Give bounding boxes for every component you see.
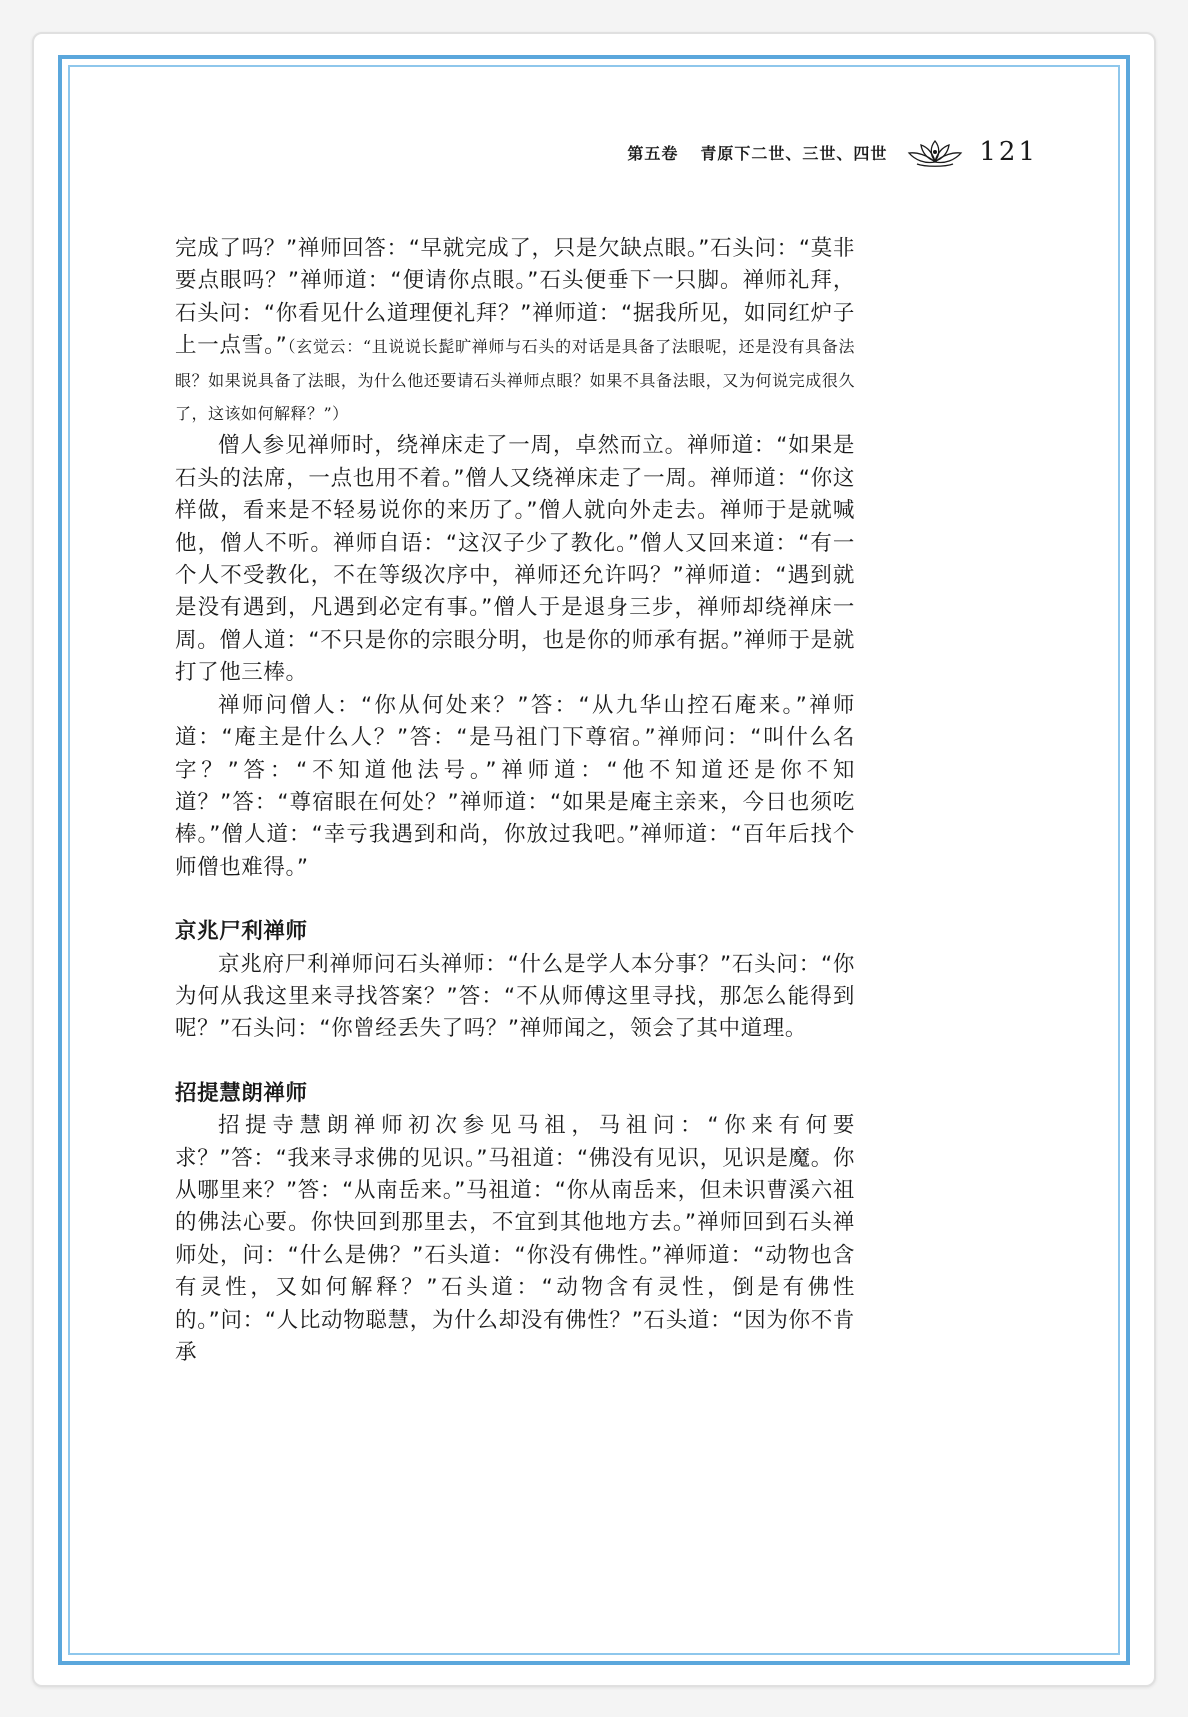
- body-text: [175, 233, 855, 1369]
- lotus-ornament-icon: [905, 135, 965, 169]
- paragraph-continued: [175, 233, 855, 430]
- section-title-shili: 京兆尸利禅师: [175, 919, 308, 945]
- paragraph-text: 完成了吗？”禅师回答：“早就完成了，只是欠缺点眼。”石头问：“莫非要点眼吗？”禅师道：“便请你点眼。”石头便垂下一只脚。禅师礼拜，石头问：“你看见什么道理便礼拜？”禅师道：“据我所见，如同红炉子上一点雪。”: [175, 236, 855, 359]
- page-number: 121: [979, 137, 1038, 167]
- header-chapter-title: 青原下二世、三世、四世: [700, 143, 888, 163]
- paragraph: 僧人参见禅师时，绕禅床走了一周，卓然而立。禅师道：“如果是石头的法席，一点也用不着。”僧人又绕禅床走了一周。禅师道：“你这样做，看来是不轻易说你的来历了。”僧人就向外走去。禅师于是就喊他，僧人不听。禅师自语：“这汉子少了教化。”僧人又回来道：“有一个人不受教化，不在等级次序中，禅师还允许吗？”禅师道：“遇到就是没有遇到，凡遇到必定有事。”僧人于是退身三步，禅师却绕禅床一周。僧人道：“不只是你的宗眼分明，也是你的师承有据。”禅师于是就打了他三棒。: [175, 433, 855, 686]
- section-title-huilang: 招提慧朗禅师: [175, 1080, 308, 1106]
- commentary-note: （玄觉云：“且说说长髭旷禅师与石头的对话是具备了法眼呢，还是没有具备法眼？如果说具备了法眼，为什么他还要请石头禅师点眼？如果不具备法眼，又为何说完成很久了，这该如何解释？”）: [175, 337, 855, 424]
- header-volume: 第五卷: [627, 143, 679, 163]
- section-paragraph: 京兆府尸利禅师问石头禅师：“什么是学人本分事？”石头问：“你为何从我这里来寻找答案？”答：“不从师傅这里寻找，那怎么能得到呢？”石头问：“你曾经丢失了吗？”禅师闻之，领会了其中道理。: [175, 951, 855, 1042]
- paragraph: 禅师问僧人：“你从何处来？”答：“从九华山控石庵来。”禅师道：“庵主是什么人？”答：“是马祖门下尊宿。”禅师问：“叫什么名字？”答：“不知道他法号。”禅师道：“他不知道还是你不知道？”答：“尊宿眼在何处？”禅师道：“如果是庵主亲来，今日也须吃棒。”僧人道：“幸亏我遇到和尚，你放过我吧。”禅师道：“百年后找个师僧也难得。”: [175, 692, 855, 880]
- section-paragraph: 招提寺慧朗禅师初次参见马祖，马祖问：“你来有何要求？”答：“我来寻求佛的见识。”马祖道：“佛没有见识，见识是魔。你从哪里来？”答：“从南岳来。”马祖道：“你从南岳来，但未识曹溪六祖的佛法心要。你快回到那里去，不宜到其他地方去。”禅师回到石头禅师处，问：“什么是佛？”石头道：“你没有佛性。”禅师道：“动物也含有灵性，又如何解释？”石头道：“动物含有灵性，倒是有佛性的。”问：“人比动物聪慧，为什么却没有佛性？”石头道：“因为你不肯承: [175, 1113, 855, 1365]
- running-header: [627, 132, 1038, 172]
